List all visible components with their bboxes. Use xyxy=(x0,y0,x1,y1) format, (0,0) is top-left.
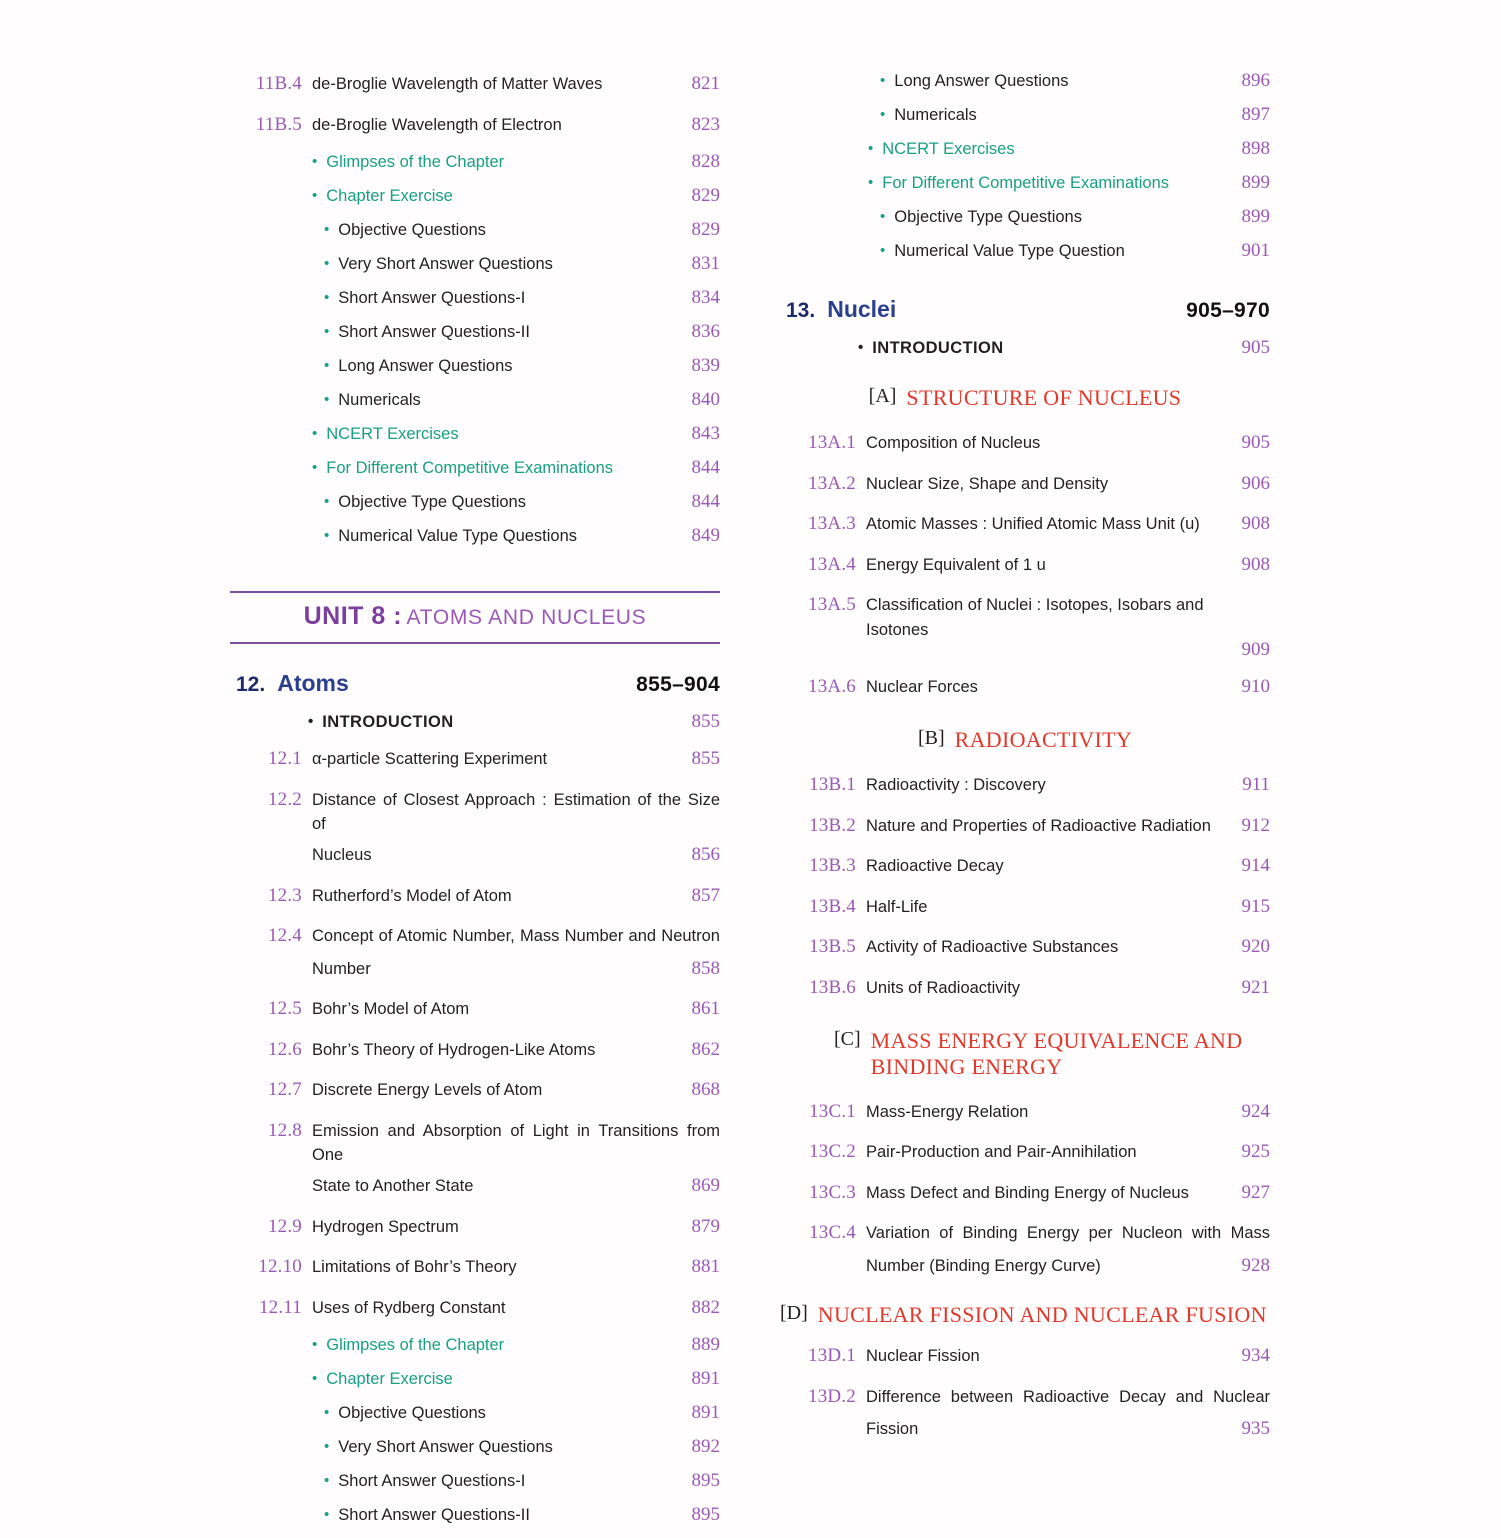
toc-entry[interactable] xyxy=(780,470,1270,499)
toc-bullet-entry[interactable] xyxy=(780,70,1270,92)
entry-number: 12.5 xyxy=(267,998,302,1019)
entry-number: 13A.1 xyxy=(808,432,856,453)
toc-entry[interactable] xyxy=(230,111,720,140)
toc-entry[interactable] xyxy=(230,1253,720,1282)
entry-title: Emission and Absorption of Light in Transitions from One xyxy=(312,1121,720,1165)
entry-title: Limitations of Bohr’s Theory xyxy=(312,1258,517,1276)
toc-entry[interactable] xyxy=(780,1179,1270,1208)
entry-number: 13C.1 xyxy=(809,1100,856,1122)
bullet-icon: • xyxy=(324,255,330,272)
entry-number: 12.8 xyxy=(267,1119,302,1141)
toc-bullet-entry[interactable] xyxy=(780,240,1270,262)
chapter-page-range: 855–904 xyxy=(636,673,720,696)
intro-label: INTRODUCTION xyxy=(872,339,1004,357)
chapter-page-range: 905–970 xyxy=(1186,299,1270,322)
bullet-icon: • xyxy=(312,187,318,204)
entry-page: 821 xyxy=(691,73,720,94)
bullet-icon: • xyxy=(324,221,330,238)
entry-title: Activity of Radioactive Substances xyxy=(866,938,1119,956)
entry-title: α-particle Scattering Experiment xyxy=(312,750,548,768)
entry-page: 912 xyxy=(1241,814,1270,836)
toc-entry[interactable] xyxy=(780,673,1270,702)
chapter-number: 12. xyxy=(236,673,266,696)
entry-number: 13D.2 xyxy=(808,1385,856,1407)
section-tag: [B] xyxy=(917,727,945,749)
bullet-label: NCERT Exercises xyxy=(882,140,1015,158)
entry-number: 11B.4 xyxy=(255,73,302,94)
bullet-label: NCERT Exercises xyxy=(326,425,459,443)
left-column xyxy=(230,70,720,1538)
entry-page: 858 xyxy=(691,957,720,979)
section-heading-c xyxy=(780,1028,1270,1080)
bullet-label: Short Answer Questions-II xyxy=(338,1506,530,1524)
entry-title: Radioactive Decay xyxy=(866,857,1004,875)
entry-number: 13B.2 xyxy=(809,814,856,836)
entry-page: 908 xyxy=(1241,553,1270,575)
section-heading-a xyxy=(780,385,1270,411)
entry-page: 891 xyxy=(691,1368,720,1389)
bullet-icon: • xyxy=(312,459,318,476)
toc-entry[interactable] xyxy=(230,786,720,838)
bullet-icon: • xyxy=(312,153,318,170)
section-title-group xyxy=(871,1028,1243,1080)
section-title: MASS ENERGY EQUIVALENCE AND xyxy=(870,1028,1243,1053)
entry-page: 899 xyxy=(1241,206,1270,227)
entry-title: Nuclear Fission xyxy=(866,1347,980,1366)
bullet-label: Objective Type Questions xyxy=(894,208,1082,226)
toc-bullet-entry[interactable] xyxy=(230,457,720,479)
entry-number: 13D.1 xyxy=(808,1345,856,1367)
entry-page: 829 xyxy=(691,219,720,240)
entry-title: Mass-Energy Relation xyxy=(866,1102,1029,1121)
bullet-label: Objective Type Questions xyxy=(338,493,526,511)
entry-title-continued: State to Another State xyxy=(312,1177,474,1195)
bullet-label: Numerical Value Type Question xyxy=(894,242,1125,260)
toc-bullet-entry[interactable] xyxy=(230,491,720,513)
entry-page: 915 xyxy=(1241,895,1270,917)
bullet-label: Chapter Exercise xyxy=(326,187,453,205)
entry-page: 901 xyxy=(1241,240,1270,261)
toc-bullet-entry[interactable] xyxy=(780,138,1270,160)
toc-bullet-entry[interactable] xyxy=(230,1368,720,1390)
entry-page: 906 xyxy=(1241,472,1270,494)
entry-page: 828 xyxy=(691,151,720,172)
entry-number: 11B.5 xyxy=(255,113,302,135)
section-tag: [D] xyxy=(780,1302,808,1325)
toc-bullet-entry[interactable] xyxy=(230,151,720,173)
entry-page: 935 xyxy=(1241,1418,1270,1440)
bullet-icon: • xyxy=(868,174,874,191)
entry-page: 895 xyxy=(691,1504,720,1525)
entry-page: 898 xyxy=(1241,138,1270,159)
entry-page: 889 xyxy=(691,1334,720,1355)
entry-title: Composition of Nucleus xyxy=(866,434,1041,452)
unit-title: ATOMS AND NUCLEUS xyxy=(406,606,647,629)
entry-page: 910 xyxy=(1241,675,1270,697)
bullet-icon: • xyxy=(324,391,330,408)
toc-entry[interactable] xyxy=(230,745,720,774)
toc-entry[interactable] xyxy=(780,1219,1270,1248)
toc-entry-continuation xyxy=(230,841,720,870)
entry-page: 905 xyxy=(1241,337,1270,358)
entry-title: Bohr’s Theory of Hydrogen-Like Atoms xyxy=(312,1040,596,1059)
toc-bullet-entry[interactable] xyxy=(230,185,720,207)
toc-bullet-entry[interactable] xyxy=(230,355,720,377)
toc-entry-continuation xyxy=(780,1252,1270,1281)
bullet-label: For Different Competitive Examinations xyxy=(882,174,1169,192)
toc-entry[interactable] xyxy=(230,1117,720,1169)
bullet-icon: • xyxy=(324,357,330,374)
section-title: NUCLEAR FISSION AND NUCLEAR FUSION xyxy=(817,1302,1267,1328)
toc-bullet-entry[interactable] xyxy=(780,206,1270,228)
entry-page: 869 xyxy=(691,1175,720,1196)
toc-bullet-entry[interactable] xyxy=(230,1436,720,1458)
entry-page: 861 xyxy=(691,998,720,1019)
entry-title: Units of Radioactivity xyxy=(866,978,1021,997)
entry-title: Rutherford’s Model of Atom xyxy=(312,886,512,905)
entry-page: 839 xyxy=(691,355,720,376)
toc-bullet-entry[interactable] xyxy=(230,525,720,547)
toc-entry[interactable] xyxy=(780,1383,1270,1412)
toc-bullet-entry[interactable] xyxy=(780,104,1270,126)
entry-number: 12.4 xyxy=(267,925,302,946)
bullet-label: Long Answer Questions xyxy=(338,357,513,375)
entry-title: Nuclear Size, Shape and Density xyxy=(866,474,1109,493)
entry-title: Nature and Properties of Radioactive Radiation xyxy=(866,816,1211,835)
section-heading-b xyxy=(780,727,1270,753)
entry-page: 823 xyxy=(691,113,720,135)
entry-title: Difference between Radioactive Decay and Nuclear xyxy=(866,1387,1270,1406)
entry-page: 862 xyxy=(691,1038,720,1060)
entry-page: 868 xyxy=(691,1079,720,1100)
entry-number: 13A.6 xyxy=(808,675,856,697)
entry-page: 920 xyxy=(1241,936,1270,957)
entry-page: 831 xyxy=(691,253,720,274)
section-title-line2: BINDING ENERGY xyxy=(870,1053,1063,1079)
entry-number: 13B.5 xyxy=(809,936,856,957)
bullet-label: Very Short Answer Questions xyxy=(338,255,553,273)
entry-title: Pair-Production and Pair-Annihilation xyxy=(866,1143,1137,1162)
section-tag: [C] xyxy=(834,1028,861,1050)
entry-number: 12.2 xyxy=(267,788,302,810)
entry-page: 857 xyxy=(691,884,720,906)
toc-entry[interactable] xyxy=(230,70,720,99)
entry-number: 12.3 xyxy=(267,884,302,906)
entry-page: 840 xyxy=(691,389,720,410)
bullet-label: Short Answer Questions-I xyxy=(338,289,526,307)
entry-title: Half-Life xyxy=(866,897,928,916)
bullet-label: Objective Questions xyxy=(338,221,486,239)
section-heading-d xyxy=(780,1302,1270,1328)
toc-entry[interactable] xyxy=(780,771,1270,800)
toc-entry[interactable] xyxy=(230,1213,720,1242)
entry-page: 879 xyxy=(691,1215,720,1237)
toc-bullet-entry[interactable] xyxy=(230,1402,720,1424)
entry-number: 13A.2 xyxy=(808,472,856,494)
entry-page: 891 xyxy=(691,1402,720,1423)
bullet-icon: • xyxy=(324,1472,330,1489)
entry-number: 13A.4 xyxy=(808,553,856,575)
bullet-label: Very Short Answer Questions xyxy=(338,1438,553,1456)
entry-title: de-Broglie Wavelength of Matter Waves xyxy=(312,75,603,93)
section-title: STRUCTURE OF NUCLEUS xyxy=(906,385,1182,410)
bullet-label: Long Answer Questions xyxy=(894,72,1069,90)
bullet-icon: • xyxy=(308,713,314,730)
toc-entry[interactable] xyxy=(230,995,720,1024)
chapter-number: 13. xyxy=(786,299,816,322)
toc-entry[interactable] xyxy=(780,974,1270,1003)
section-title: RADIOACTIVITY xyxy=(954,727,1133,752)
chapter-header[interactable] xyxy=(230,670,720,697)
bullet-icon: • xyxy=(324,493,330,510)
bullet-icon: • xyxy=(880,208,886,225)
toc-entry[interactable] xyxy=(780,510,1270,539)
toc-entry[interactable] xyxy=(780,1098,1270,1127)
entry-title: Radioactivity : Discovery xyxy=(866,776,1046,794)
toc-entry-continuation xyxy=(230,955,720,984)
unit-banner xyxy=(230,591,720,644)
bullet-icon: • xyxy=(324,289,330,306)
entry-number: 13B.3 xyxy=(809,855,856,876)
entry-number: 13B.4 xyxy=(809,895,856,917)
toc-entry-continuation xyxy=(230,1172,720,1201)
toc-entry[interactable] xyxy=(230,1076,720,1105)
chapter-title: Nuclei xyxy=(827,296,897,322)
toc-entry-continuation xyxy=(780,1415,1270,1444)
bullet-icon: • xyxy=(324,1506,330,1523)
bullet-icon: • xyxy=(324,323,330,340)
entry-page: 844 xyxy=(691,491,720,512)
entry-page: 834 xyxy=(691,287,720,308)
toc-entry[interactable] xyxy=(780,852,1270,881)
right-column xyxy=(780,70,1270,1456)
entry-page: 896 xyxy=(1241,70,1270,91)
entry-title: Mass Defect and Binding Energy of Nucleus xyxy=(866,1183,1189,1202)
entry-page: 855 xyxy=(691,748,720,769)
bullet-icon: • xyxy=(324,1438,330,1455)
bullet-icon: • xyxy=(880,72,886,89)
entry-number: 12.6 xyxy=(267,1038,302,1060)
bullet-label: Numericals xyxy=(338,391,421,409)
toc-entry[interactable] xyxy=(780,591,1270,643)
entry-page: 855 xyxy=(691,711,720,732)
entry-number: 13C.4 xyxy=(809,1222,856,1244)
toc-entry[interactable] xyxy=(780,1138,1270,1167)
toc-bullet-entry[interactable] xyxy=(230,1334,720,1356)
bullet-icon: • xyxy=(324,1404,330,1421)
entry-title: Bohr’s Model of Atom xyxy=(312,1000,470,1018)
entry-page: 927 xyxy=(1241,1181,1270,1203)
entry-title: Nuclear Forces xyxy=(866,677,978,696)
toc-entry[interactable] xyxy=(230,882,720,911)
entry-title: Hydrogen Spectrum xyxy=(312,1217,459,1236)
entry-number: 13C.3 xyxy=(809,1181,856,1203)
entry-page: 844 xyxy=(691,457,720,478)
toc-bullet-entry[interactable] xyxy=(230,287,720,309)
entry-number: 13B.1 xyxy=(809,774,856,795)
entry-page: 881 xyxy=(691,1256,720,1277)
toc-intro-entry[interactable] xyxy=(230,711,720,733)
toc-entry[interactable] xyxy=(780,933,1270,962)
entry-page: 829 xyxy=(691,185,720,206)
entry-page: 899 xyxy=(1241,172,1270,193)
bullet-label: Numericals xyxy=(894,106,977,124)
section-tag: [A] xyxy=(868,385,897,407)
entry-page: 924 xyxy=(1241,1100,1270,1122)
entry-number: 12.1 xyxy=(267,748,302,769)
bullet-label: Short Answer Questions-II xyxy=(338,323,530,341)
toc-entry[interactable] xyxy=(780,429,1270,458)
entry-title: de-Broglie Wavelength of Electron xyxy=(312,115,562,134)
chapter-title: Atoms xyxy=(277,670,349,696)
entry-number: 13B.6 xyxy=(809,976,856,998)
entry-title-continued: Number (Binding Energy Curve) xyxy=(866,1256,1101,1275)
bullet-icon: • xyxy=(880,242,886,259)
bullet-label: Objective Questions xyxy=(338,1404,486,1422)
bullet-label: Glimpses of the Chapter xyxy=(326,153,505,171)
entry-title: Classification of Nuclei : Isotopes, Isobars and Isotones xyxy=(866,596,1204,639)
entry-title-continued: Nucleus xyxy=(312,846,372,864)
entry-page: 934 xyxy=(1241,1345,1270,1367)
intro-label: INTRODUCTION xyxy=(322,713,454,731)
toc-columns xyxy=(52,70,1449,1538)
entry-title: Discrete Energy Levels of Atom xyxy=(312,1081,543,1099)
entry-page: 914 xyxy=(1241,855,1270,876)
entry-page: 905 xyxy=(1241,432,1270,453)
bullet-label: Short Answer Questions-I xyxy=(338,1472,526,1490)
entry-title: Concept of Atomic Number, Mass Number and Neutron xyxy=(312,927,720,945)
bullet-label: Numerical Value Type Questions xyxy=(338,527,578,545)
entry-page: 897 xyxy=(1241,104,1270,125)
entry-page: 856 xyxy=(691,844,720,865)
toc-bullet-entry[interactable] xyxy=(230,423,720,445)
bullet-icon: • xyxy=(858,339,864,356)
entry-title: Distance of Closest Approach : Estimation of the Size of xyxy=(312,790,720,834)
toc-entry[interactable] xyxy=(780,812,1270,841)
bullet-icon: • xyxy=(312,1336,318,1353)
toc-bullet-entry[interactable] xyxy=(230,321,720,343)
entry-number: 12.7 xyxy=(267,1079,302,1100)
entry-title-continued: Fission xyxy=(866,1420,919,1439)
entry-page: 925 xyxy=(1241,1141,1270,1163)
entry-page: 892 xyxy=(691,1436,720,1457)
entry-page: 836 xyxy=(691,321,720,342)
bullet-label: Glimpses of the Chapter xyxy=(326,1336,505,1354)
entry-page: 928 xyxy=(1241,1254,1270,1276)
toc-entry[interactable] xyxy=(230,1036,720,1065)
bullet-label: Chapter Exercise xyxy=(326,1370,453,1388)
toc-bullet-entry[interactable] xyxy=(230,1470,720,1492)
toc-bullet-entry[interactable] xyxy=(780,172,1270,194)
toc-entry[interactable] xyxy=(230,1294,720,1323)
entry-title-continued: Number xyxy=(312,959,371,978)
entry-title: Variation of Binding Energy per Nucleon with Mass xyxy=(866,1224,1270,1243)
toc-entry[interactable] xyxy=(230,922,720,951)
toc-bullet-entry[interactable] xyxy=(230,219,720,241)
entry-page: 911 xyxy=(1242,774,1270,795)
entry-number: 13A.3 xyxy=(808,513,856,534)
bullet-icon: • xyxy=(324,527,330,544)
entry-page: 921 xyxy=(1241,976,1270,998)
bullet-icon: • xyxy=(880,106,886,123)
entry-number: 13C.2 xyxy=(809,1141,856,1163)
toc-entry[interactable] xyxy=(780,893,1270,922)
toc-entry[interactable] xyxy=(780,1342,1270,1371)
bullet-icon: • xyxy=(312,425,318,442)
bullet-icon: • xyxy=(868,140,874,157)
entry-page: 843 xyxy=(691,423,720,444)
toc-bullet-entry[interactable] xyxy=(230,1504,720,1526)
bullet-icon: • xyxy=(312,1370,318,1387)
toc-bullet-entry[interactable] xyxy=(230,253,720,275)
entry-page: 882 xyxy=(691,1296,720,1318)
chapter-header[interactable] xyxy=(780,296,1270,323)
unit-label: UNIT 8 : xyxy=(303,602,403,630)
entry-title: Atomic Masses : Unified Atomic Mass Unit (u) xyxy=(866,515,1200,533)
entry-number: 12.11 xyxy=(258,1296,302,1318)
entry-page: 908 xyxy=(1241,513,1270,534)
entry-number: 12.10 xyxy=(258,1256,302,1277)
entry-number: 13A.5 xyxy=(808,594,856,615)
bullet-label: For Different Competitive Examinations xyxy=(326,459,613,477)
entry-page: 909 xyxy=(1241,638,1270,660)
entry-number: 12.9 xyxy=(267,1215,302,1237)
entry-page: 895 xyxy=(691,1470,720,1491)
toc-bullet-entry[interactable] xyxy=(230,389,720,411)
entry-page: 849 xyxy=(691,525,720,546)
entry-title: Energy Equivalent of 1 u xyxy=(866,555,1046,574)
entry-title: Uses of Rydberg Constant xyxy=(312,1298,506,1317)
toc-entry[interactable] xyxy=(780,551,1270,580)
toc-intro-entry[interactable] xyxy=(780,337,1270,359)
